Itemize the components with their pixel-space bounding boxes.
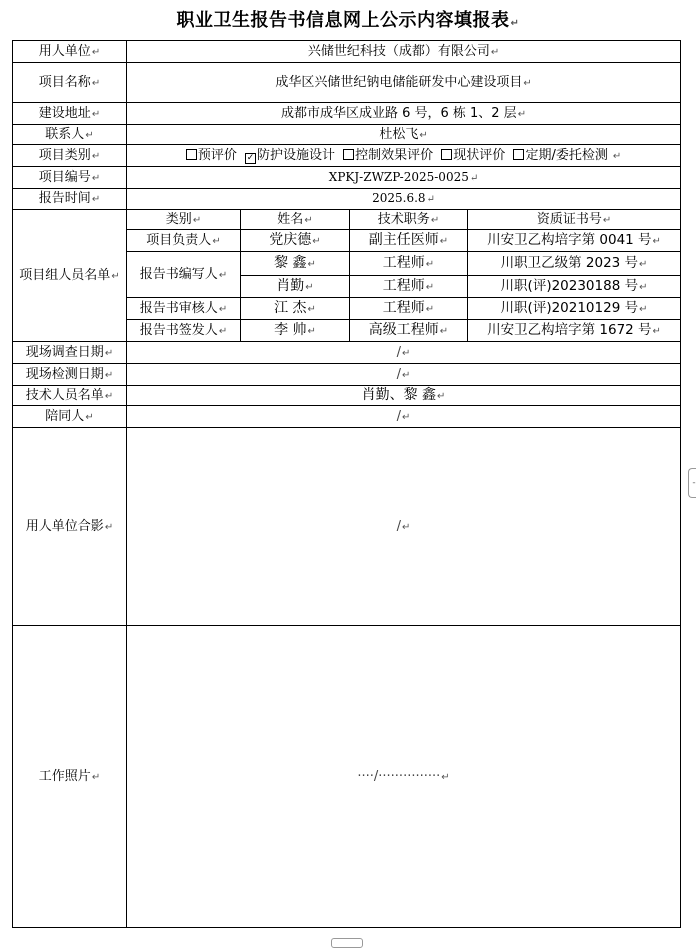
team-header-title: 技术职务↵	[350, 210, 468, 230]
leader-type: 项目负责人↵	[127, 230, 241, 252]
survey-date-label: 现场调查日期↵	[13, 342, 127, 364]
checkbox-periodic[interactable]	[513, 149, 524, 160]
row-escort	[13, 406, 681, 428]
writer-type: 报告书编写人↵	[127, 252, 241, 298]
address-label: 建设地址↵	[13, 103, 127, 125]
row-employer	[13, 41, 681, 63]
row-report-time	[13, 189, 681, 210]
row-project-no	[13, 167, 681, 189]
project-no-label: 项目编号↵	[13, 167, 127, 189]
signer-type: 报告书签发人↵	[127, 320, 241, 342]
category-options: 预评价 ✓ 防护设施设计 控制效果评价 现状评价 定期/委托检测 ↵	[127, 145, 681, 167]
leader-name[interactable]: 党庆德↵	[241, 230, 350, 252]
checkbox-design[interactable]: ✓	[246, 152, 255, 163]
leader-cert[interactable]: 川安卫乙构培字第 0041 号↵	[468, 230, 681, 252]
group-photo-area[interactable]: /↵	[127, 428, 681, 626]
report-time-label: 报告时间↵	[13, 189, 127, 210]
team-header-name: 姓名↵	[241, 210, 350, 230]
row-project-name	[13, 63, 681, 103]
row-category	[13, 145, 681, 167]
page-edge-tab[interactable]: -	[688, 468, 696, 498]
signer-title[interactable]: 高级工程师↵	[350, 320, 468, 342]
tech-staff-label: 技术人员名单↵	[13, 386, 127, 406]
category-option-control[interactable]: 控制效果评价	[343, 148, 433, 163]
team-label: 项目组人员名单↵	[13, 210, 127, 342]
reviewer-cert[interactable]: 川职(评)20210129 号↵	[468, 298, 681, 320]
project-name-value[interactable]: 成华区兴储世纪钠电储能研发中心建设项目↵	[127, 63, 681, 103]
team-header-row	[13, 210, 681, 230]
writer1-name[interactable]: 黎 鑫↵	[241, 252, 350, 276]
row-contact	[13, 125, 681, 145]
writer1-title[interactable]: 工程师↵	[350, 252, 468, 276]
leader-title[interactable]: 副主任医师↵	[350, 230, 468, 252]
escort-value[interactable]: /↵	[127, 406, 681, 428]
checkbox-status[interactable]	[441, 149, 452, 160]
group-photo-label: 用人单位合影↵	[13, 428, 127, 626]
category-option-periodic[interactable]: 定期/委托检测	[513, 148, 607, 163]
employer-value[interactable]: 兴储世纪科技（成都）有限公司↵	[127, 41, 681, 63]
writer2-name[interactable]: 肖勤↵	[241, 276, 350, 298]
contact-value[interactable]: 杜松飞↵	[127, 125, 681, 145]
row-group-photo	[13, 428, 681, 626]
row-address	[13, 103, 681, 125]
row-detect-date	[13, 364, 681, 386]
category-option-pre[interactable]: 预评价	[186, 148, 237, 163]
scroll-handle[interactable]	[331, 938, 363, 948]
row-tech-staff	[13, 386, 681, 406]
team-header-type: 类别↵	[127, 210, 241, 230]
reviewer-name[interactable]: 江 杰↵	[241, 298, 350, 320]
row-work-photo	[13, 626, 681, 928]
work-photo-area[interactable]: ····/···············↵	[127, 626, 681, 928]
tech-staff-value[interactable]: 肖勤、黎 鑫↵	[127, 386, 681, 406]
team-header-cert: 资质证书号↵	[468, 210, 681, 230]
disclosure-form-table	[12, 40, 681, 928]
reviewer-type: 报告书审核人↵	[127, 298, 241, 320]
signer-cert[interactable]: 川安卫乙构培字第 1672 号↵	[468, 320, 681, 342]
category-option-design[interactable]: ✓ 防护设施设计	[246, 147, 335, 163]
contact-label: 联系人↵	[13, 125, 127, 145]
writer1-cert[interactable]: 川职卫乙级第 2023 号↵	[468, 252, 681, 276]
detect-date-label: 现场检测日期↵	[13, 364, 127, 386]
address-value[interactable]: 成都市成华区成业路 6 号，6 栋 1、2 层↵	[127, 103, 681, 125]
report-time-value[interactable]: 2025.6.8↵	[127, 189, 681, 210]
writer2-title[interactable]: 工程师↵	[350, 276, 468, 298]
reviewer-title[interactable]: 工程师↵	[350, 298, 468, 320]
page-title: 职业卫生报告书信息网上公示内容填报表↵	[176, 10, 520, 31]
signer-name[interactable]: 李 帅↵	[241, 320, 350, 342]
category-option-status[interactable]: 现状评价	[441, 148, 505, 163]
detect-date-value[interactable]: /↵	[127, 364, 681, 386]
writer2-cert[interactable]: 川职(评)20230188 号↵	[468, 276, 681, 298]
row-survey-date	[13, 342, 681, 364]
escort-label: 陪同人↵	[13, 406, 127, 428]
checkbox-pre[interactable]	[186, 149, 197, 160]
project-name-label: 项目名称↵	[13, 63, 127, 103]
project-no-value[interactable]: XPKJ-ZWZP-2025-0025↵	[127, 167, 681, 189]
category-label: 项目类别↵	[13, 145, 127, 167]
survey-date-value[interactable]: /↵	[127, 342, 681, 364]
employer-label: 用人单位↵	[13, 41, 127, 63]
work-photo-label: 工作照片↵	[13, 626, 127, 928]
checkbox-control[interactable]	[343, 149, 354, 160]
